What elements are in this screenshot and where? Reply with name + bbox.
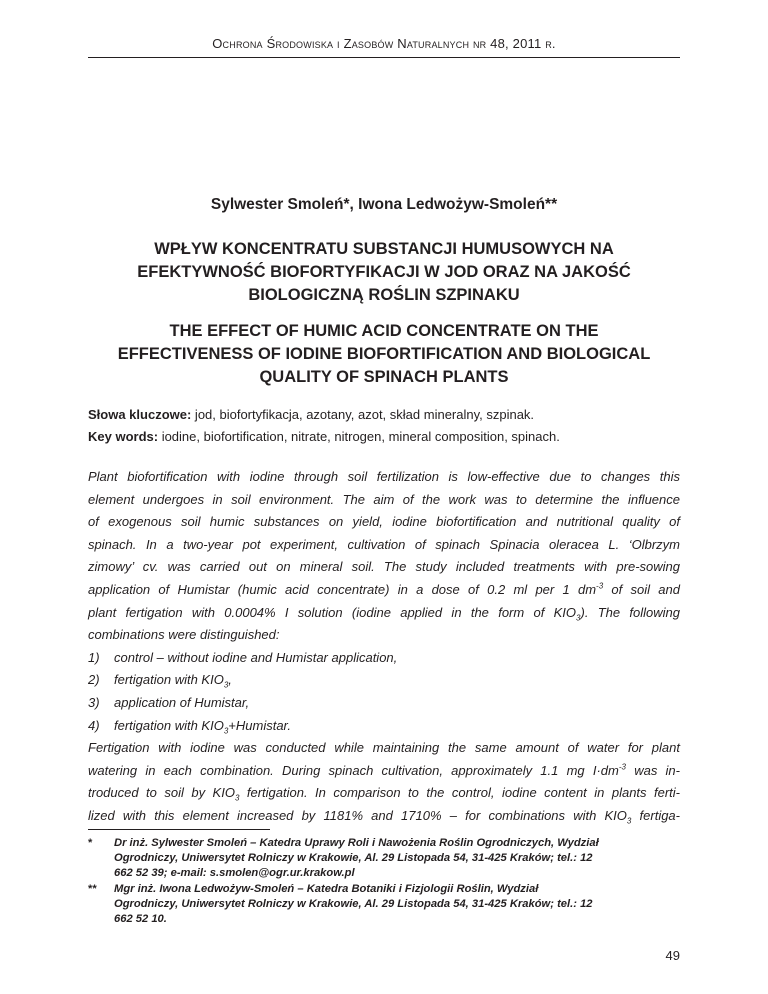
title-en-line: EFFECTIVENESS OF IODINE BIOFORTIFICATION AND BIOLOGICAL: [117, 345, 651, 363]
superscript: -3: [596, 581, 604, 591]
footnote-text: [114, 882, 593, 928]
footnote-line: Ogrodniczy, Uniwersytet Rolniczy w Krakowie, Al. 29 Listopada 54, 31-425 Kraków; tel.: 12: [114, 897, 593, 910]
text-run: was in-: [626, 762, 680, 778]
text-run: fertiga-: [631, 807, 680, 823]
subscript: 3: [223, 726, 229, 736]
keywords-pl: [88, 404, 680, 426]
title-en-line: QUALITY OF SPINACH PLANTS: [259, 368, 509, 386]
text-run: fertigation with KIO: [114, 672, 224, 688]
title-pl-line: WPŁYW KONCENTRATU SUBSTANCJI HUMUSOWYCH NA: [154, 240, 614, 258]
footnote-mark: **: [88, 882, 97, 895]
text-run: watering in each combination. During spinach cultivation, approximately 1.1 mg I·dm: [88, 762, 619, 778]
footnote-author-2: [88, 882, 680, 928]
title-en-line: THE EFFECT OF HUMIC ACID CONCENTRATE ON THE: [169, 322, 599, 340]
list-item: [88, 692, 680, 715]
abstract-line: Fertigation with iodine was conducted while maintaining the same amount of water for plant: [88, 740, 680, 756]
list-item: [88, 669, 680, 692]
list-text: control – without iodine and Humistar application,: [114, 649, 398, 665]
abstract-line: of exogenous soil humic substances on yield, iodine biofortification and nutritional quality of: [88, 514, 680, 530]
text-run: ). The following: [580, 604, 680, 620]
text-run: +Humistar.: [228, 717, 292, 733]
text-run: plant fertigation with 0.0004% I solution (iodine applied in the form of KIO: [88, 604, 577, 620]
footnote-line: 662 52 39; e-mail: s.smolen@ogr.ur.krakow.pl: [114, 867, 355, 880]
list-text: [114, 669, 232, 692]
footnote-rule: [88, 829, 270, 830]
list-item: [88, 647, 680, 670]
keywords-en: [88, 426, 680, 448]
list-text: application of Humistar,: [114, 694, 250, 710]
subscript: 3: [576, 613, 581, 623]
text-run: lized with this element increased by 1181% and 1710% – for combinations with KIO: [88, 807, 627, 823]
text-run: fertigation with KIO: [114, 717, 224, 733]
list-item: [88, 715, 680, 738]
footnote-mark: *: [88, 837, 93, 849]
list-number: 4): [88, 717, 100, 733]
title-polish: [88, 238, 680, 307]
title-english: [88, 320, 680, 389]
abstract-line: [88, 579, 680, 602]
list-number: 1): [88, 649, 100, 665]
keywords-en-label: Key words:: [88, 429, 159, 444]
footnote-text: [114, 836, 599, 882]
page-number: 49: [665, 948, 680, 963]
subscript: 3: [234, 793, 240, 803]
text-run: application of Humistar (humic acid concentrate) in a dose of 0.2 ml per 1 dm: [88, 581, 597, 597]
abstract-line: spinach. In a two-year pot experiment, cultivation of spinach Spinacia oleracea L. ‘Olbrzym: [88, 536, 680, 552]
subscript: 3: [223, 680, 229, 690]
text-run: ,: [228, 672, 232, 688]
abstract-line: [88, 602, 680, 625]
running-header: Ochrona Środowiska i Zasobów Naturalnych nr 48, 2011 r.: [212, 36, 556, 51]
keywords-pl-label: Słowa kluczowe:: [88, 407, 192, 422]
text-run: troduced to soil by KIO: [88, 785, 235, 801]
keywords-en-text: iodine, biofortification, nitrate, nitrogen, mineral composition, spinach.: [158, 429, 560, 444]
footnote-author-1: [88, 836, 680, 882]
subscript: 3: [626, 816, 632, 826]
header-rule: [88, 57, 680, 58]
abstract: [88, 466, 680, 828]
abstract-line: [88, 760, 680, 783]
abstract-line: combinations were distinguished:: [88, 627, 280, 643]
abstract-line: [88, 782, 680, 805]
list-text: [114, 715, 291, 738]
list-number: 2): [88, 672, 100, 688]
footnote-line: Ogrodniczy, Uniwersytet Rolniczy w Krakowie, Al. 29 Listopada 54, 31-425 Kraków; tel.: 12: [114, 852, 593, 865]
footnote-line: 662 52 10.: [114, 913, 167, 926]
text-run: fertigation. In comparison to the control, iodine content in plants ferti-: [239, 785, 680, 801]
abstract-line: element undergoes in soil environment. The aim of the work was to determine the influence: [88, 491, 680, 507]
footnote-line: Mgr inż. Iwona Ledwożyw-Smoleń – Katedra Botaniki i Fizjologii Roślin, Wydział: [114, 882, 539, 895]
title-pl-line: EFEKTYWNOŚĆ BIOFORTYFIKACJI W JOD ORAZ NA JAKOŚĆ: [137, 263, 631, 281]
footnote-line: Dr inż. Sylwester Smoleń – Katedra Uprawy Roli i Nawożenia Roślin Ogrodniczych, Wydział: [114, 837, 599, 849]
title-pl-line: BIOLOGICZNĄ ROŚLIN SZPINAKU: [248, 286, 520, 304]
text-run: of soil and: [603, 581, 680, 597]
footnotes: [88, 836, 680, 927]
superscript: -3: [618, 762, 626, 772]
abstract-line: [88, 805, 680, 828]
list-number: 3): [88, 694, 100, 710]
authors: Sylwester Smoleń*, Iwona Ledwożyw-Smoleń**: [210, 196, 558, 213]
abstract-line: Plant biofortification with iodine through soil fertilization is low-effective due to changes this: [88, 469, 680, 484]
keywords: [88, 404, 680, 448]
keywords-pl-text: jod, biofortyfikacja, azotany, azot, skład mineralny, szpinak.: [191, 407, 535, 422]
abstract-line: zimowy’ cv. was carried out on mineral soil. The study included treatments with pre-sowing: [88, 559, 680, 575]
